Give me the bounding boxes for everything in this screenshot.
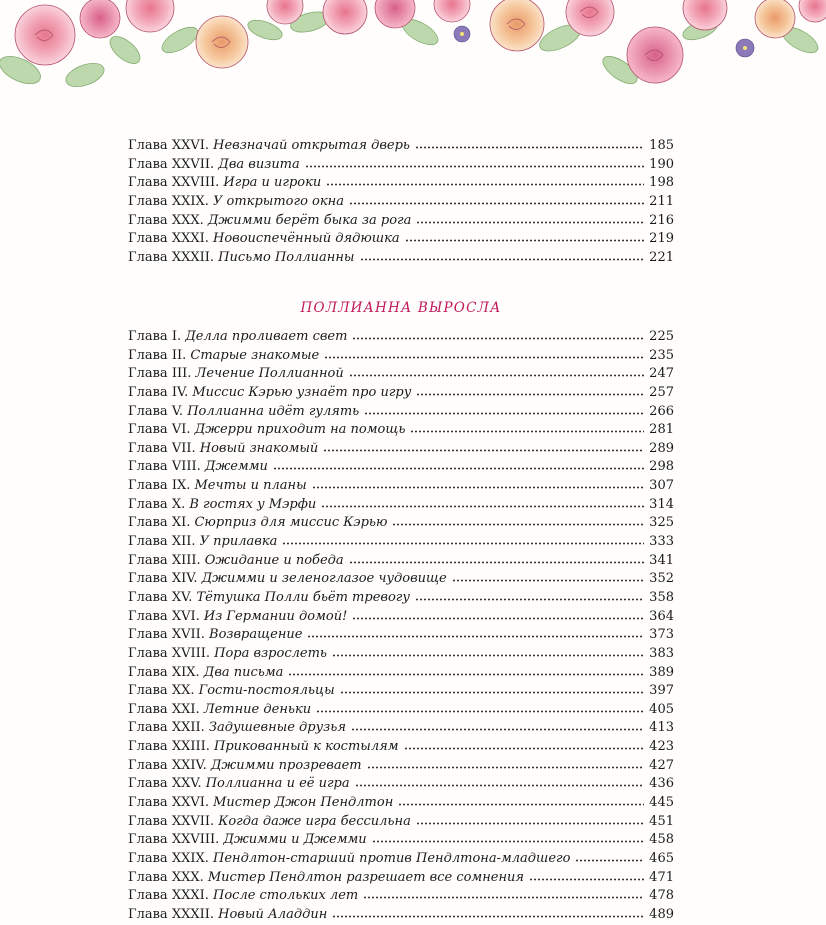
leader-dots	[332, 905, 644, 918]
leader-dots	[323, 439, 644, 452]
toc-entry[interactable]	[128, 607, 674, 626]
chapter-title: Джимми прозревает	[210, 757, 362, 773]
toc-entry[interactable]	[128, 588, 674, 607]
leader-dots	[367, 756, 645, 769]
leader-dots	[416, 812, 644, 825]
chapter-title: У открытого окна	[213, 193, 344, 209]
leader-dots	[392, 513, 644, 526]
toc-entry[interactable]	[128, 793, 674, 812]
leader-dots	[332, 644, 644, 657]
toc-entry[interactable]	[128, 868, 674, 887]
chapter-number: Глава XI.	[128, 515, 191, 531]
leader-dots	[321, 495, 644, 508]
chapter-number: Глава XII.	[128, 534, 196, 550]
chapter-title: Джимми и Джемми	[223, 832, 367, 848]
page-number: 185	[649, 138, 674, 153]
toc-entry[interactable]	[128, 830, 674, 849]
leader-dots	[352, 327, 644, 340]
chapter-title: Джерри приходит на помощь	[194, 422, 406, 438]
page-number: 216	[649, 212, 674, 228]
leader-dots	[349, 551, 645, 564]
toc-entry[interactable]	[128, 327, 674, 346]
chapter-number: Глава XXI.	[128, 701, 200, 717]
page-number: 219	[649, 231, 674, 247]
page-number: 405	[649, 701, 674, 717]
toc-entry[interactable]	[128, 718, 674, 737]
chapter-title: Миссис Кэрью узнаёт про игру	[192, 384, 412, 400]
page-number: 211	[649, 193, 674, 209]
page-number: 352	[649, 571, 674, 587]
leader-dots	[324, 346, 644, 359]
chapter-number: Глава XXX.	[128, 869, 204, 885]
leader-dots	[340, 681, 645, 694]
page-number: 257	[649, 384, 674, 400]
page-number: 373	[649, 627, 674, 643]
page-number: 489	[649, 906, 674, 922]
toc-entry[interactable]	[128, 402, 674, 421]
chapter-title: Делла проливает свет	[185, 329, 348, 344]
chapter-number: Глава XIX.	[128, 664, 200, 680]
page-number: 341	[649, 552, 674, 568]
leader-dots	[416, 383, 644, 396]
page-number: 364	[649, 608, 674, 624]
page-number: 478	[649, 888, 674, 904]
chapter-title: Пендлтон-старший против Пендлтона-младшего	[213, 850, 571, 866]
floral-border-illustration	[0, 0, 826, 100]
toc-part-1	[128, 136, 674, 266]
toc-entry[interactable]	[128, 551, 674, 570]
chapter-number: Глава IX.	[128, 478, 191, 494]
toc-entry[interactable]	[128, 886, 674, 905]
page-number: 383	[649, 645, 674, 661]
toc-part-2	[128, 327, 674, 924]
chapter-number: Глава VII.	[128, 440, 196, 456]
chapter-title: Мечты и планы	[194, 478, 307, 494]
leader-dots	[352, 607, 644, 620]
chapter-title: Возвращение	[209, 627, 303, 643]
chapter-title: Когда даже игра бессильна	[218, 813, 411, 829]
toc-entry[interactable]	[128, 248, 674, 267]
chapter-title: Пора взрослеть	[214, 645, 327, 661]
toc-entry[interactable]	[128, 700, 674, 719]
chapter-title: У прилавка	[199, 534, 278, 550]
leader-dots	[326, 173, 644, 186]
chapter-title: Джимми берёт быка за рога	[207, 212, 412, 228]
page-number: 198	[649, 175, 674, 191]
toc-entry[interactable]	[128, 849, 674, 868]
toc-entry[interactable]	[128, 476, 674, 495]
toc-entry[interactable]	[128, 346, 674, 365]
page-number: 358	[649, 589, 674, 605]
chapter-number: Глава XXVIII.	[128, 832, 220, 848]
leader-dots	[349, 364, 644, 377]
chapter-title: Новоиспечённый дядюшка	[213, 231, 400, 247]
chapter-number: Глава II.	[128, 347, 187, 363]
toc-entry[interactable]	[128, 136, 674, 155]
leader-dots	[452, 569, 644, 582]
toc-entry[interactable]	[128, 192, 674, 211]
page-number: 436	[649, 776, 674, 792]
chapter-title: Мистер Джон Пендлтон	[213, 795, 394, 811]
chapter-title: Гости-постояльцы	[198, 683, 335, 699]
leader-dots	[575, 849, 644, 862]
toc-entry[interactable]	[128, 211, 674, 230]
chapter-number: Глава XXII.	[128, 720, 205, 736]
page-number: 281	[649, 422, 674, 438]
toc-entry[interactable]	[128, 625, 674, 644]
chapter-number: Глава XXIX.	[128, 193, 209, 209]
page-number: 423	[649, 739, 674, 755]
page-number: 307	[649, 478, 674, 494]
chapter-title: После стольких лет	[213, 888, 359, 904]
chapter-title: Ожидание и победа	[204, 552, 344, 568]
page-number: 413	[649, 720, 674, 736]
leader-dots	[415, 588, 644, 601]
toc-entry[interactable]	[128, 420, 674, 439]
chapter-title: В гостях у Мэрфи	[189, 496, 317, 512]
leader-dots	[372, 830, 645, 843]
chapter-number: Глава XXXII.	[128, 906, 214, 922]
toc-entry[interactable]	[128, 756, 674, 775]
toc-entry[interactable]	[128, 774, 674, 793]
chapter-title: Тётушка Полли бьёт тревогу	[196, 589, 410, 605]
chapter-number: Глава XVII.	[128, 627, 205, 643]
toc-entry[interactable]	[128, 364, 674, 383]
chapter-title: Игра и игроки	[223, 175, 322, 191]
chapter-title: Мистер Пендлтон разрешает все сомнения	[207, 869, 525, 885]
toc-entry[interactable]	[128, 229, 674, 248]
chapter-number: Глава I.	[128, 329, 182, 344]
chapter-number: Глава V.	[128, 403, 184, 419]
chapter-title: Новый знакомый	[199, 440, 319, 456]
leader-dots	[360, 248, 645, 261]
leader-dots	[312, 476, 644, 489]
toc-entry[interactable]	[128, 644, 674, 663]
leader-dots	[398, 793, 644, 806]
chapter-title: Сюрприз для миссис Кэрью	[194, 515, 388, 531]
page-number: 221	[649, 249, 674, 265]
chapter-number: Глава XXV.	[128, 776, 202, 792]
page-number: 389	[649, 664, 674, 680]
leader-dots	[405, 229, 645, 242]
leader-dots	[282, 532, 644, 545]
toc-entry[interactable]	[128, 812, 674, 831]
chapter-number: Глава XXXII.	[128, 249, 214, 265]
leader-dots	[363, 886, 644, 899]
chapter-title: Джемми	[204, 459, 268, 475]
leader-dots	[529, 868, 644, 881]
chapter-number: Глава III.	[128, 366, 192, 382]
leader-dots	[415, 136, 644, 149]
leader-dots	[273, 457, 644, 470]
toc-entry[interactable]	[128, 513, 674, 532]
page-number: 445	[649, 795, 674, 811]
chapter-number: Глава XXVI.	[128, 138, 209, 153]
leader-dots	[404, 737, 645, 750]
page-number: 298	[649, 459, 674, 475]
chapter-title: Два визита	[218, 156, 300, 172]
chapter-title: Прикованный к костылям	[214, 739, 399, 755]
chapter-title: Невзначай открытая дверь	[213, 138, 411, 153]
page-number: 458	[649, 832, 674, 848]
chapter-number: Глава XVIII.	[128, 645, 210, 661]
leader-dots	[355, 774, 645, 787]
chapter-title: Из Германии домой!	[203, 608, 348, 624]
page-number: 333	[649, 534, 674, 550]
page-number: 427	[649, 757, 674, 773]
leader-dots	[349, 192, 644, 205]
chapter-number: Глава XXVII.	[128, 813, 215, 829]
chapter-title: Летние деньки	[203, 701, 312, 717]
leader-dots	[307, 625, 644, 638]
chapter-number: Глава VI.	[128, 422, 191, 438]
toc-entry[interactable]	[128, 173, 674, 192]
chapter-number: Глава XXIX.	[128, 850, 209, 866]
toc-entry[interactable]	[128, 737, 674, 756]
page-number: 289	[649, 440, 674, 456]
chapter-number: Глава XXVIII.	[128, 175, 220, 191]
chapter-number: Глава XV.	[128, 589, 193, 605]
chapter-title: Задушевные друзья	[208, 720, 346, 736]
toc-entry[interactable]	[128, 905, 674, 924]
toc-entry[interactable]	[128, 155, 674, 174]
leader-dots	[316, 700, 644, 713]
page-number: 471	[649, 869, 674, 885]
chapter-number: Глава XXXI.	[128, 231, 209, 247]
chapter-title: Письмо Поллианны	[218, 249, 355, 265]
page-number: 225	[649, 329, 674, 344]
page-number: 190	[649, 156, 674, 172]
toc-entry[interactable]	[128, 532, 674, 551]
toc-entry[interactable]	[128, 569, 674, 588]
leader-dots	[416, 211, 644, 224]
section-heading: ПОЛЛИАННА ВЫРОСЛА	[300, 300, 502, 316]
leader-dots	[305, 155, 644, 168]
chapter-number: Глава XXIV.	[128, 757, 207, 773]
page-number: 397	[649, 683, 674, 699]
chapter-number: Глава XVI.	[128, 608, 200, 624]
toc-entry[interactable]	[128, 681, 674, 700]
chapter-number: Глава IV.	[128, 384, 189, 400]
chapter-title: Поллианна и её игра	[205, 776, 350, 792]
chapter-title: Два письма	[203, 664, 284, 680]
chapter-title: Джимми и зеленоглазое чудовище	[201, 571, 447, 587]
chapter-number: Глава XX.	[128, 683, 195, 699]
chapter-title: Поллианна идёт гулять	[187, 403, 360, 419]
chapter-number: Глава XXXI.	[128, 888, 209, 904]
page-number: 325	[649, 515, 674, 531]
chapter-title: Старые знакомые	[190, 347, 320, 363]
toc-entry[interactable]	[128, 663, 674, 682]
page-number: 235	[649, 347, 674, 363]
chapter-number: Глава XXIII.	[128, 739, 210, 755]
chapter-number: Глава XIV.	[128, 571, 198, 587]
page-number: 465	[649, 850, 674, 866]
chapter-number: Глава VIII.	[128, 459, 201, 475]
leader-dots	[410, 420, 644, 433]
leader-dots	[351, 718, 644, 731]
toc-entry[interactable]	[128, 383, 674, 402]
chapter-title: Новый Аладдин	[218, 906, 328, 922]
page-number: 451	[649, 813, 674, 829]
leader-dots	[288, 663, 644, 676]
toc-entry[interactable]	[128, 495, 674, 514]
leader-dots	[364, 402, 644, 415]
page-number: 266	[649, 403, 674, 419]
chapter-number: Глава XXVII.	[128, 156, 215, 172]
page-number: 314	[649, 496, 674, 512]
page-number: 247	[649, 366, 674, 382]
chapter-title: Лечение Поллианной	[195, 366, 344, 382]
chapter-number: Глава XXVI.	[128, 795, 209, 811]
chapter-number: Глава XXX.	[128, 212, 204, 228]
chapter-number: Глава X.	[128, 496, 186, 512]
toc-entry[interactable]	[128, 439, 674, 458]
toc-entry[interactable]	[128, 457, 674, 476]
chapter-number: Глава XIII.	[128, 552, 201, 568]
